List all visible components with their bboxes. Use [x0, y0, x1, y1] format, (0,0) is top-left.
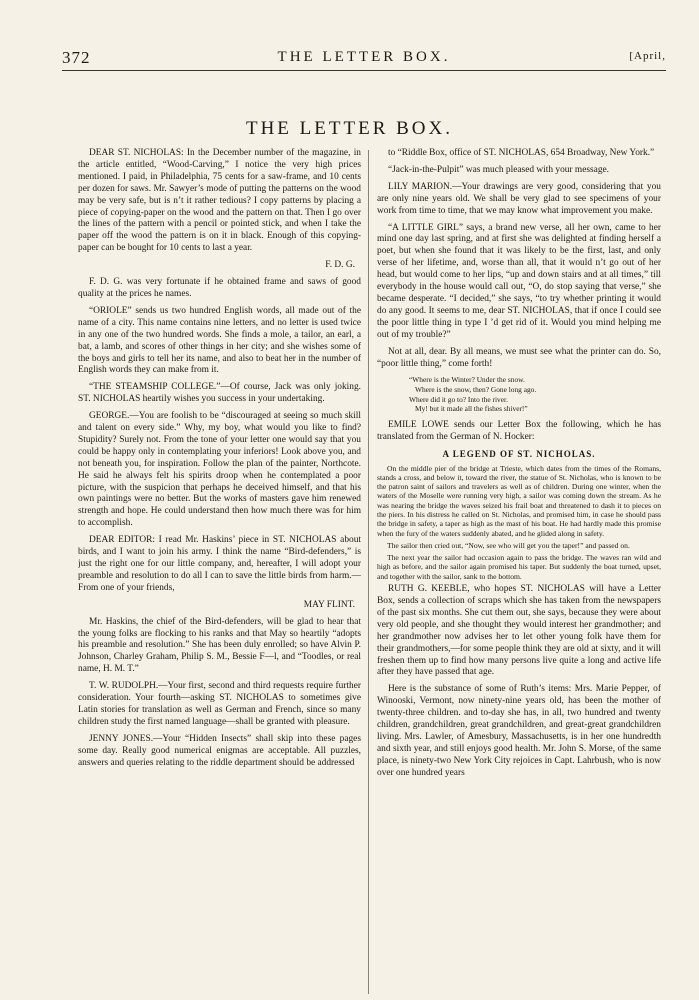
letter-paragraph: GEORGE.—You are foolish to be “discouraged at seeing so much skill and talent on every side.” Why, my boy, what would you like to find? Stupidity? Surely not. From the tone of your letter one would say that you could be happy only in contemplating your inferiors! Look above you, and not beneath you, for inspiration. Follow the plan of the painter, Northcote. He said he always felt his spirits droop when he contemplated a poor picture, with the suspicion that perhaps he deceived himself, and that his own paintings were no better. But the works of masters gave him renewed strength and hope. He could understand then how much there was for him to accomplish. [78, 411, 361, 529]
letter-paragraph: LILY MARION.—Your drawings are very good, considering that you are only nine years old. We shall be very glad to see specimens of your work from time to time, that we may know what improvement you make. [377, 181, 661, 216]
verse [409, 375, 661, 414]
letter-paragraph: Here is the substance of some of Ruth’s items: Mrs. Marie Pepper, of Winooski, Vermont, now ninety-nine years old, has been the mother of twenty-three children. and to-day she has, in all, two hundred and twenty children, grandchildren, great grandchildren, and great-great grandchildren living. Mrs. Lawler, of Amesbury, Massachusetts, is in her one hundredth and sixth year, and still enjoys good health. Mr. John S. Morse, of the same place, is ninety-two New York City rejoices in Capt. Lahrbush, who is now over one hundred years [377, 684, 661, 778]
legend-heading: A LEGEND OF ST. NICHOLAS. [442, 448, 596, 459]
letter-paragraph: F. D. G. was very fortunate if he obtained frame and saws of good quality at the prices he names. [78, 277, 361, 299]
signature: MAY FLINT. [303, 599, 355, 610]
letter-paragraph: JENNY JONES.—Your “Hidden Insects” shall skip into these pages some day. Really good numerical enigmas are acceptable. All puzzles, answers and queries relating to the riddle department should be addressed [78, 733, 361, 768]
letter-paragraph: Not at all, dear. By all means, we must see what the printer can do. So, “poor little thing,” come forth! [377, 346, 661, 369]
running-title: THE LETTER BOX. [277, 49, 451, 65]
running-head [62, 46, 666, 71]
letter-paragraph: “ORIOLE” sends us two hundred English words, all made out of the name of a city. This name contains nine letters, and no letter is used twice in any one of the two hundred words. She finds a mole, a tailor, an earl, a bat, a lamb, and scores of other things in her city; and she wishes some of the boys and girls to tell her its name, and also to beat her in the number of English words they can make from it. [78, 305, 361, 376]
page-title: THE LETTER BOX. [245, 118, 453, 139]
verse-line: My! but it made all the fishes shiver!” [415, 404, 528, 414]
letter-paragraph: EMILE LOWE sends our Letter Box the following, which he has translated from the German of N. Hocker: [377, 419, 661, 442]
column-divider [368, 150, 369, 994]
signature: F. D. G. [325, 260, 355, 271]
verse-line: Where did it go to? Into the river. [409, 394, 508, 404]
letter-paragraph: DEAR EDITOR: I read Mr. Haskins’ piece in ST. NICHOLAS about birds, and I want to join his army. I think the name “Bird-defenders,” is just the right one for our little company, and, hereafter, I will adopt your preamble and resolution to do all I can to save the little birds from harm.—From one of your friends, [78, 535, 361, 593]
letter-paragraph: Mr. Haskins, the chief of the Bird-defenders, will be glad to hear that the young folks are flocking to his ranks and that May so heartily “adopts his preamble and resolution.” She has been duly enrolled; so have Alvin P. Johnson, Charley Graham, Philip S. M., Bessie F—l, and “Toodles, or real name, H. M. T.” [78, 616, 361, 675]
verse-line: Where is the snow, then? Gone long ago. [415, 385, 537, 394]
running-month: [April, [629, 50, 666, 62]
legend-paragraph: On the middle pier of the bridge at Trieste, which dates from the times of the Romans, stands a cross, and below it, toward the river, the statue of St. Nicholas, who is known to be the patron saint of sailors and travelers as well as of children. During one winter, when the waters of the Moselle were running very high, a sailor was coming down the stream. As he was nearing the bridge the waves seized his frail boat and threatened to dash it to pieces on the piers. In his distress he called on St. Nicholas, and promised him, in case he should pass the bridge in safety, a taper as high as the mast of his boat. He had hardly made this promise when the fury of the waters suddenly abated, and he glided along in safety. [377, 463, 661, 538]
right-column [377, 148, 661, 996]
letter-paragraph: DEAR ST. NICHOLAS: In the December number of the magazine, in the article entitled, “Wood-Carving,” I notice the very high prices mentioned. I paid, in Philadelphia, 75 cents for a saw-frame, and 10 cents per dozen for saws. Mr. Sawyer’s mode of putting the patterns on the wood may be very safe, but is n’t it rather tedious? I copy patterns by placing a piece of copying-paper on the wood and the pattern on that. Then I go over the lines of the pattern with a pencil or pointed stick, and when I take the paper off the wood the pattern is on it in black. Enough of this copying-paper can be bought for 10 cents to last a year. [78, 148, 361, 254]
letter-paragraph: “A LITTLE GIRL” says, a brand new verse, all her own, came to her mind one day last spring, and at first she was delighted at finding herself a poet, but when she found that it was likely to be the first, last, and only verse of her lifetime, and, worse than all, that it would n’t go out of her head, but would come to her lips, “up and down stairs and at all times,” till everybody in the house would call out, “O, do stop saying that verse,” she became desperate. “I decided,” she says, “to try whether printing it would do any good. It seems to me, dear ST. NICHOLAS, that if once I could see the poor little thing in type I ’d get rid of it. Would you mind helping me out of my trouble?” [377, 222, 661, 340]
left-column [78, 148, 361, 996]
letter-paragraph: “THE STEAMSHIP COLLEGE.”—Of course, Jack was only joking. ST. NICHOLAS heartily wishes you success in your undertaking. [78, 382, 361, 405]
legend-paragraph: The sailor then cried out, “Now, see who will get you the taper!” and passed on. [387, 540, 630, 550]
letter-paragraph: “Jack-in-the-Pulpit” was much pleased with your message. [388, 164, 610, 175]
letter-paragraph: T. W. RUDOLPH.—Your first, second and third requests require further consideration. Your fourth—asking ST. NICHOLAS to sometimes give Latin stories for translation as well as German and French, since so many children study the first named language—shall be granted with pleasure. [78, 681, 361, 727]
verse-line: “Where is the Winter? Under the snow. [409, 375, 525, 385]
legend-paragraph: The next year the sailor had occasion again to pass the bridge. The waves ran wild and high as before, and the sailor again promised his taper. But suddenly the boat turned, upset, and together with the sailor, sank to the bottom. [377, 553, 661, 581]
letter-paragraph: RUTH G. KEEBLE, who hopes ST. NICHOLAS will have a Letter Box, sends a collection of scraps which she has taken from the newspapers of the past six months. She cut them out, she says, because they were about very old people, and she thought they would interest her grandmother; and her grandmother now advises her to let other young folk have them for their grandmothers,—for some people think they are old at sixty, and it will freshen them up to find how many persons live quite a long and active life after they have passed that age. [377, 584, 661, 678]
page-number: 372 [62, 48, 91, 67]
letter-paragraph: to “Riddle Box, office of ST. NICHOLAS, 654 Broadway, New York.” [388, 148, 655, 158]
